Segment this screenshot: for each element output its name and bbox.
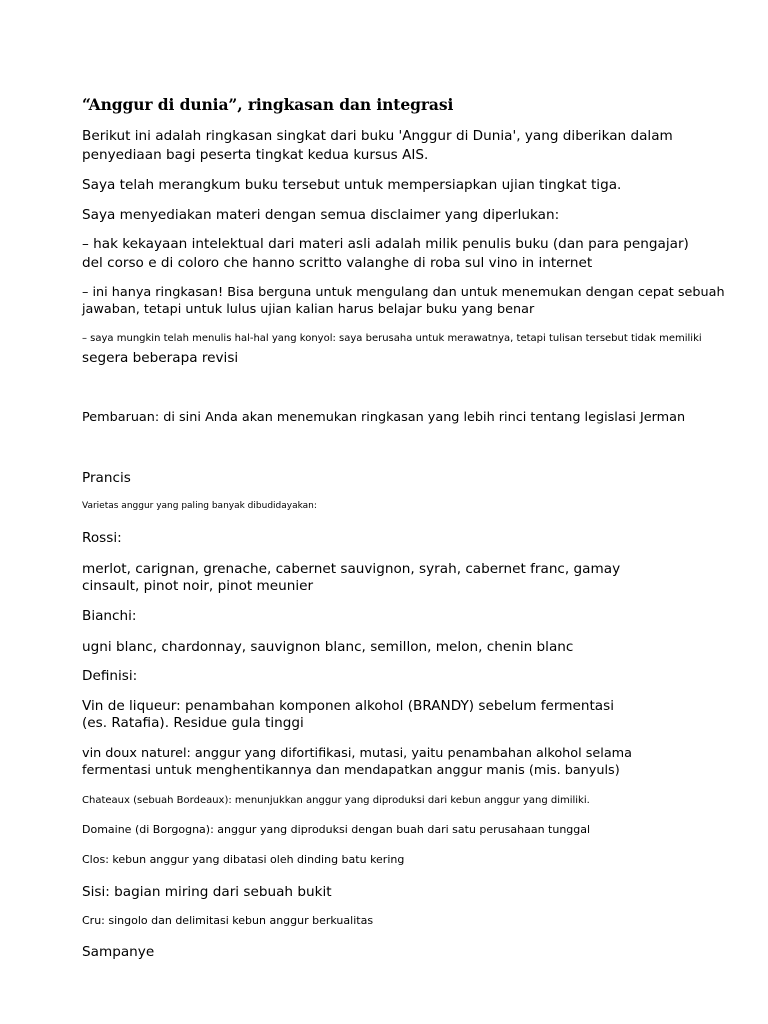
definition-item: (es. Ratafia). Residue gula tinggi [82,715,304,731]
whites-list: ugni blanc, chardonnay, sauvignon blanc, semillon, melon, chenin blanc [82,639,574,655]
section-heading-france: Prancis [82,470,131,486]
disclaimer-item: del corso e di coloro che hanno scritto valanghe di roba sul vino in internet [82,255,593,271]
section-heading-champagne: Sampanye [82,944,155,960]
document-title: “Anggur di dunia”, ringkasan dan integrasi [82,95,454,114]
definition-item: Domaine (di Borgogna): anggur yang diproduksi dengan buah dari satu perusahaan tunggal [82,823,591,836]
definition-item: vin doux naturel: anggur yang difortifikasi, mutasi, yaitu penambahan alkohol selama [82,746,632,761]
disclaimer-intro: Saya menyediakan materi dengan semua disclaimer yang diperlukan: [82,207,560,223]
definitions-heading: Definisi: [82,668,138,684]
varieties-intro: Varietas anggur yang paling banyak dibudidayakan: [82,501,317,511]
disclaimer-item: – hak kekayaan intelektual dari materi asli adalah milik penulis buku (dan para pengajar) [82,236,689,252]
intro-text-line: penyediaan bagi peserta tingkat kedua kursus AIS. [82,147,429,163]
definition-item: fermentasi untuk menghentikannya dan mendapatkan anggur manis (mis. banyuls) [82,763,620,778]
definition-item: Sisi: bagian miring dari sebuah bukit [82,884,332,900]
summary-note: Saya telah merangkum buku tersebut untuk mempersiapkan ujian tingkat tiga. [82,177,622,193]
disclaimer-item: – saya mungkin telah menulis hal-hal yang konyol: saya berusaha untuk merawatnya, tetapi tulisan tersebut tidak memiliki [82,333,702,344]
disclaimer-item: – ini hanya ringkasan! Bisa berguna untuk mengulang dan untuk menemukan dengan cepat sebuah [82,285,725,300]
disclaimer-item: jawaban, tetapi untuk lulus ujian kalian harus belajar buku yang benar [82,302,535,317]
reds-list: cinsault, pinot noir, pinot meunier [82,578,314,594]
definition-item: Cru: singolo dan delimitasi kebun anggur berkualitas [82,914,374,927]
definition-item: Chateaux (sebuah Bordeaux): menunjukkan anggur yang diproduksi dari kebun anggur yang dimiliki. [82,795,590,806]
whites-heading: Bianchi: [82,608,137,624]
reds-heading: Rossi: [82,530,122,546]
update-note: Pembaruan: di sini Anda akan menemukan ringkasan yang lebih rinci tentang legislasi Jerman [82,410,686,425]
disclaimer-item: segera beberapa revisi [82,350,239,366]
definition-item: Clos: kebun anggur yang dibatasi oleh dinding batu kering [82,853,405,866]
reds-list: merlot, carignan, grenache, cabernet sauvignon, syrah, cabernet franc, gamay [82,561,621,577]
intro-text-line: Berikut ini adalah ringkasan singkat dari buku 'Anggur di Dunia', yang diberikan dalam [82,128,673,144]
definition-item: Vin de liqueur: penambahan komponen alkohol (BRANDY) sebelum fermentasi [82,698,615,714]
